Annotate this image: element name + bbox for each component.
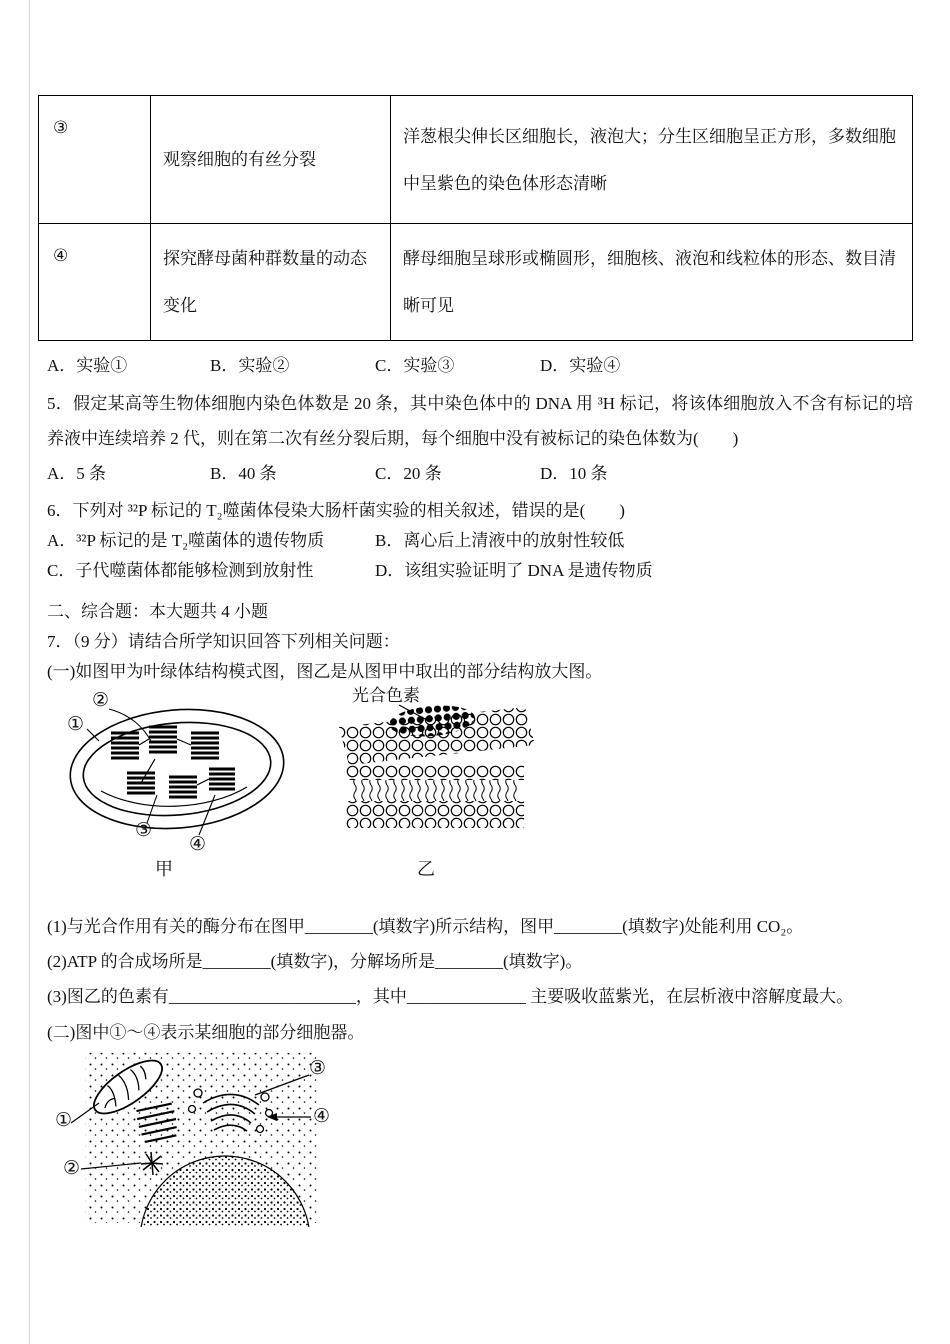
question5-options [47, 459, 913, 489]
cell-experiment-name: 观察细胞的有丝分裂 [151, 96, 391, 224]
option-a: A．5 条 [47, 464, 107, 483]
question5-text: 5．假定某高等生物体细胞内染色体数是 20 条，其中染色体中的 DNA 用 ³H 标记，将该体细胞放入不含有标记的培养液中连续培养 2 代，则在第二次有丝分裂后期，每个细胞中没有被标记的染色体数为( ) [47, 394, 913, 448]
callout-4: ④ [189, 834, 207, 855]
figure-yi-label: 乙 [417, 859, 435, 879]
pigment-label: 光合色素 [352, 686, 420, 705]
callout-4: ④ [313, 1106, 331, 1127]
chloroplast-membrane-figure [47, 687, 913, 901]
option-a: A．³²P 标记的是 T₂噬菌体的遗传物质 [47, 531, 325, 550]
option-d: D．实验④ [540, 356, 621, 375]
table-row [39, 96, 913, 224]
question4-options [47, 351, 913, 381]
question7-part2-desc: (二)图中①～④表示某细胞的部分细胞器。 [47, 1023, 365, 1042]
callout-2: ② [63, 1158, 81, 1179]
section2-title: 二、综合题：本大题共 4 小题 [47, 602, 268, 621]
membrane-drawing [339, 702, 535, 828]
option-d: D．该组实验证明了 DNA 是遗传物质 [375, 561, 653, 580]
option-c: C．实验③ [375, 356, 455, 375]
option-b: B．离心后上清液中的放射性较低 [375, 531, 625, 550]
cell-experiment-name: 探究酵母菌种群数量的动态变化 [151, 224, 391, 341]
callout-2: ② [92, 690, 110, 711]
callout-1: ① [55, 1110, 73, 1131]
organelles-figure-svg [55, 1051, 395, 1227]
callout-3: ③ [309, 1058, 327, 1079]
question7-part1-desc: (一)如图甲为叶绿体结构模式图，图乙是从图甲中取出的部分结构放大图。 [47, 662, 603, 681]
callout-1: ① [67, 714, 85, 735]
experiment-table [38, 95, 913, 341]
option-c: C．20 条 [375, 464, 442, 483]
cell-experiment-number: ③ [39, 96, 151, 224]
question7-blank3: (3)图乙的色素有______________________，其中______________ 主要吸收蓝紫光，在层析液中溶解度最大。 [47, 987, 854, 1006]
question6-options-row1 [47, 526, 913, 556]
option-b: B．40 条 [210, 464, 277, 483]
option-a: A．实验① [47, 356, 128, 375]
grana-stacks [111, 727, 235, 797]
question6-options-row2 [47, 556, 913, 586]
organelles-figure [55, 1051, 395, 1227]
chloroplast-membrane-figure-svg [47, 687, 913, 901]
question7-blank1: (1)与光合作用有关的酶分布在图甲________(填数字)所示结构，图甲________(填数字)处能利用 CO₂。 [47, 917, 804, 936]
question7-intro: 7．（9 分）请结合所学知识回答下列相关问题： [47, 632, 400, 651]
option-d: D．10 条 [540, 464, 608, 483]
question7-blank2: (2)ATP 的合成场所是________(填数字)，分解场所是________(填数字)。 [47, 952, 583, 971]
option-c: C．子代噬菌体都能够检测到放射性 [47, 561, 314, 580]
callout-3: ③ [135, 820, 153, 841]
figure-jia-label: 甲 [155, 859, 173, 879]
table-row [39, 224, 913, 341]
option-b: B．实验② [210, 356, 290, 375]
question6-text: 6．下列对 ³²P 标记的 T₂噬菌体侵染大肠杆菌实验的相关叙述，错误的是( ) [47, 501, 625, 520]
cell-experiment-number: ④ [39, 224, 151, 341]
chloroplast-drawing [65, 701, 288, 837]
cell-experiment-result: 酵母细胞呈球形或椭圆形，细胞核、液泡和线粒体的形态、数目清晰可见 [391, 224, 913, 341]
cell-experiment-result: 洋葱根尖伸长区细胞长，液泡大；分生区细胞呈正方形，多数细胞中呈紫色的染色体形态清晰 [391, 96, 913, 224]
